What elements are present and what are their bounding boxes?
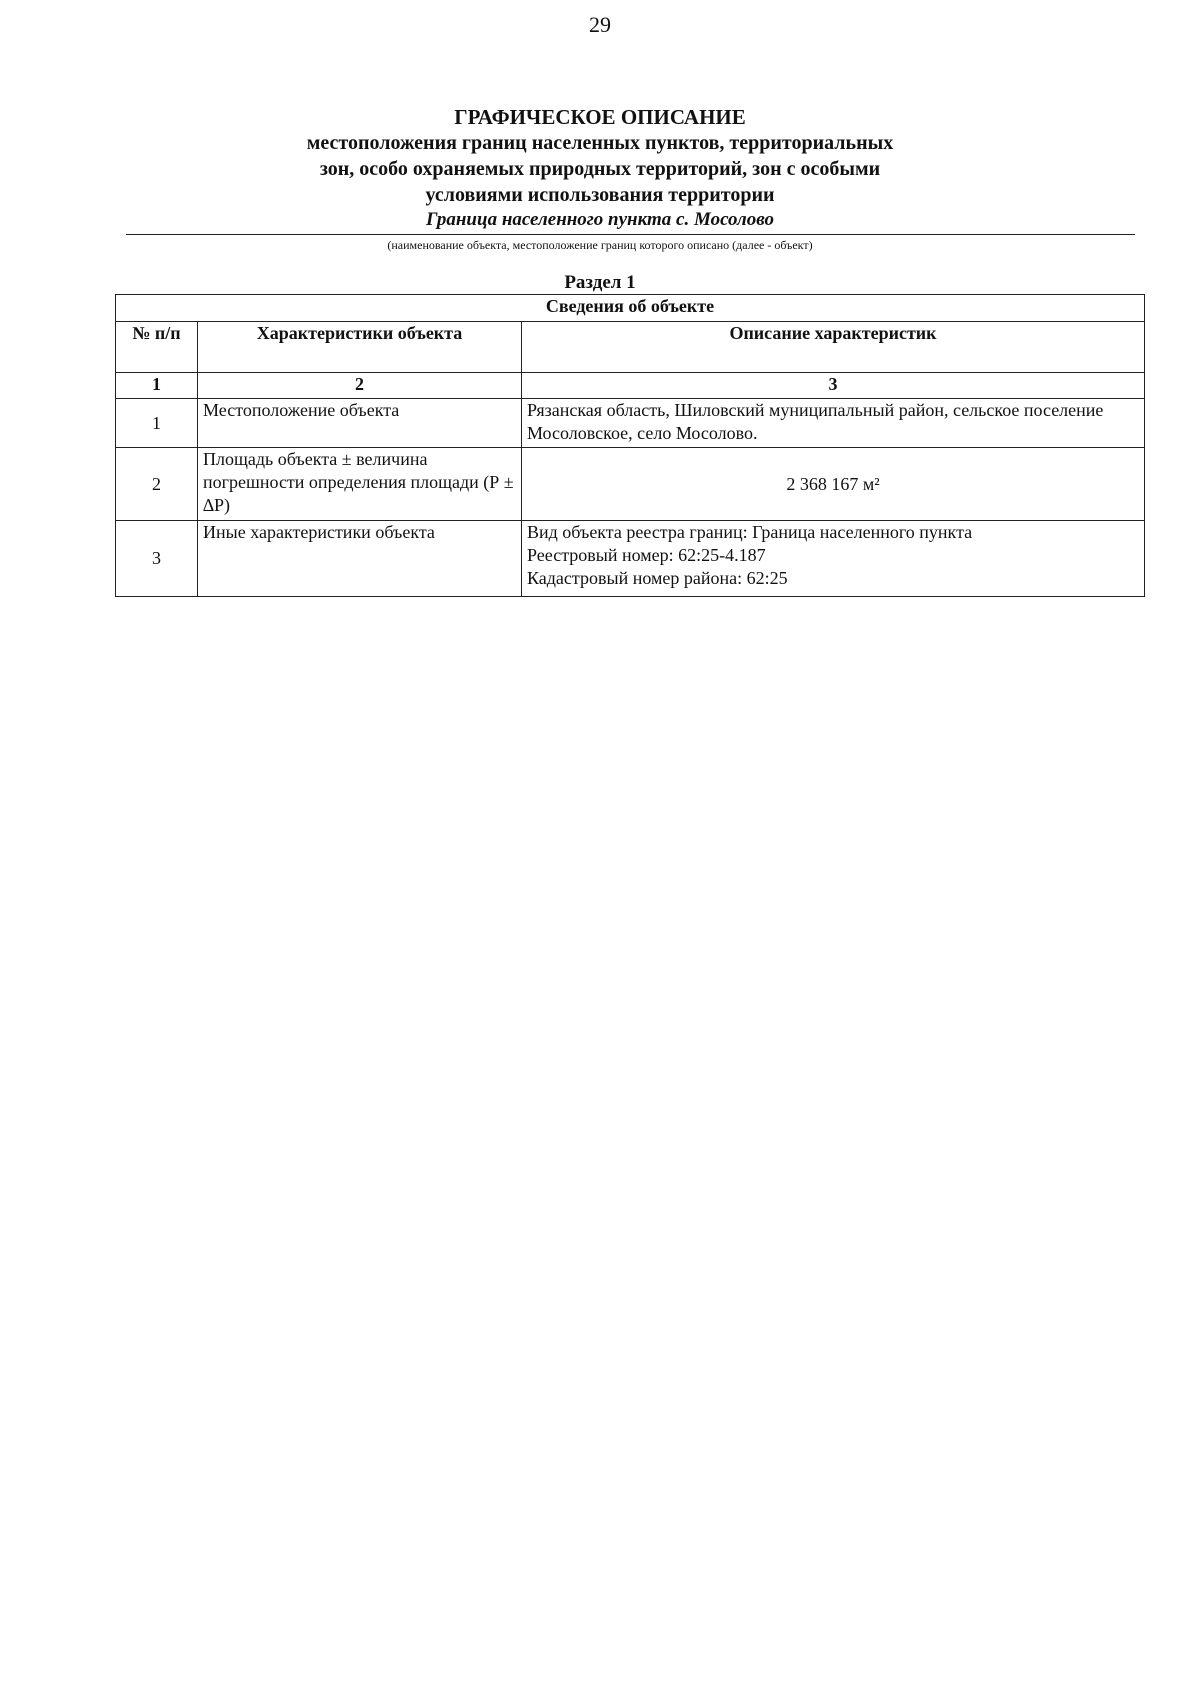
description-line: Вид объекта реестра границ: Граница населенного пункта	[527, 522, 973, 542]
section-title: Раздел 1	[564, 272, 636, 293]
document-header	[0, 104, 1200, 232]
document-subtitle-line-2: зон, особо охраняемых природных территорий, зон с особыми	[319, 158, 881, 180]
page-number: 29	[589, 12, 611, 37]
row-characteristic: Местоположение объекта	[198, 399, 522, 448]
row-description: 2 368 167 м²	[522, 448, 1145, 521]
description-line: Реестровый номер: 62:25-4.187	[527, 545, 766, 565]
object-info-table	[115, 294, 1145, 597]
column-header-characteristic: Характеристики объекта	[198, 322, 522, 373]
column-number-3: 3	[522, 373, 1145, 399]
object-name: Граница населенного пункта с. Мосолово	[425, 209, 775, 230]
column-number-1: 1	[116, 373, 198, 399]
document-subtitle-line-3: условиями использования территории	[425, 184, 775, 206]
document-subtitle-line-1: местоположения границ населенных пунктов, территориальных	[306, 132, 894, 154]
table-row	[116, 399, 1145, 448]
row-number: 3	[116, 521, 198, 597]
column-number-row	[116, 373, 1145, 399]
column-header-number: № п/п	[116, 322, 198, 373]
column-number-2: 2	[198, 373, 522, 399]
table-header-row	[116, 322, 1145, 373]
row-characteristic: Иные характеристики объекта	[198, 521, 522, 597]
table-caption: Сведения об объекте	[116, 295, 1145, 322]
row-description	[522, 521, 1145, 597]
table-row	[116, 521, 1145, 597]
row-number: 1	[116, 399, 198, 448]
table-row	[116, 448, 1145, 521]
table-caption-row	[116, 295, 1145, 322]
row-description: Рязанская область, Шиловский муниципальный район, сельское поселение Мосоловское, село Мосолово.	[522, 399, 1145, 448]
row-number: 2	[116, 448, 198, 521]
object-name-underline	[126, 234, 1135, 235]
description-line: Кадастровый номер района: 62:25	[527, 568, 788, 588]
object-caption: (наименование объекта, местоположение границ которого описано (далее - объект)	[387, 238, 813, 252]
column-header-description: Описание характеристик	[522, 322, 1145, 373]
row-characteristic: Площадь объекта ± величина погрешности определения площади (Р ± ∆Р)	[198, 448, 522, 521]
document-title: ГРАФИЧЕСКОЕ ОПИСАНИЕ	[454, 105, 746, 129]
